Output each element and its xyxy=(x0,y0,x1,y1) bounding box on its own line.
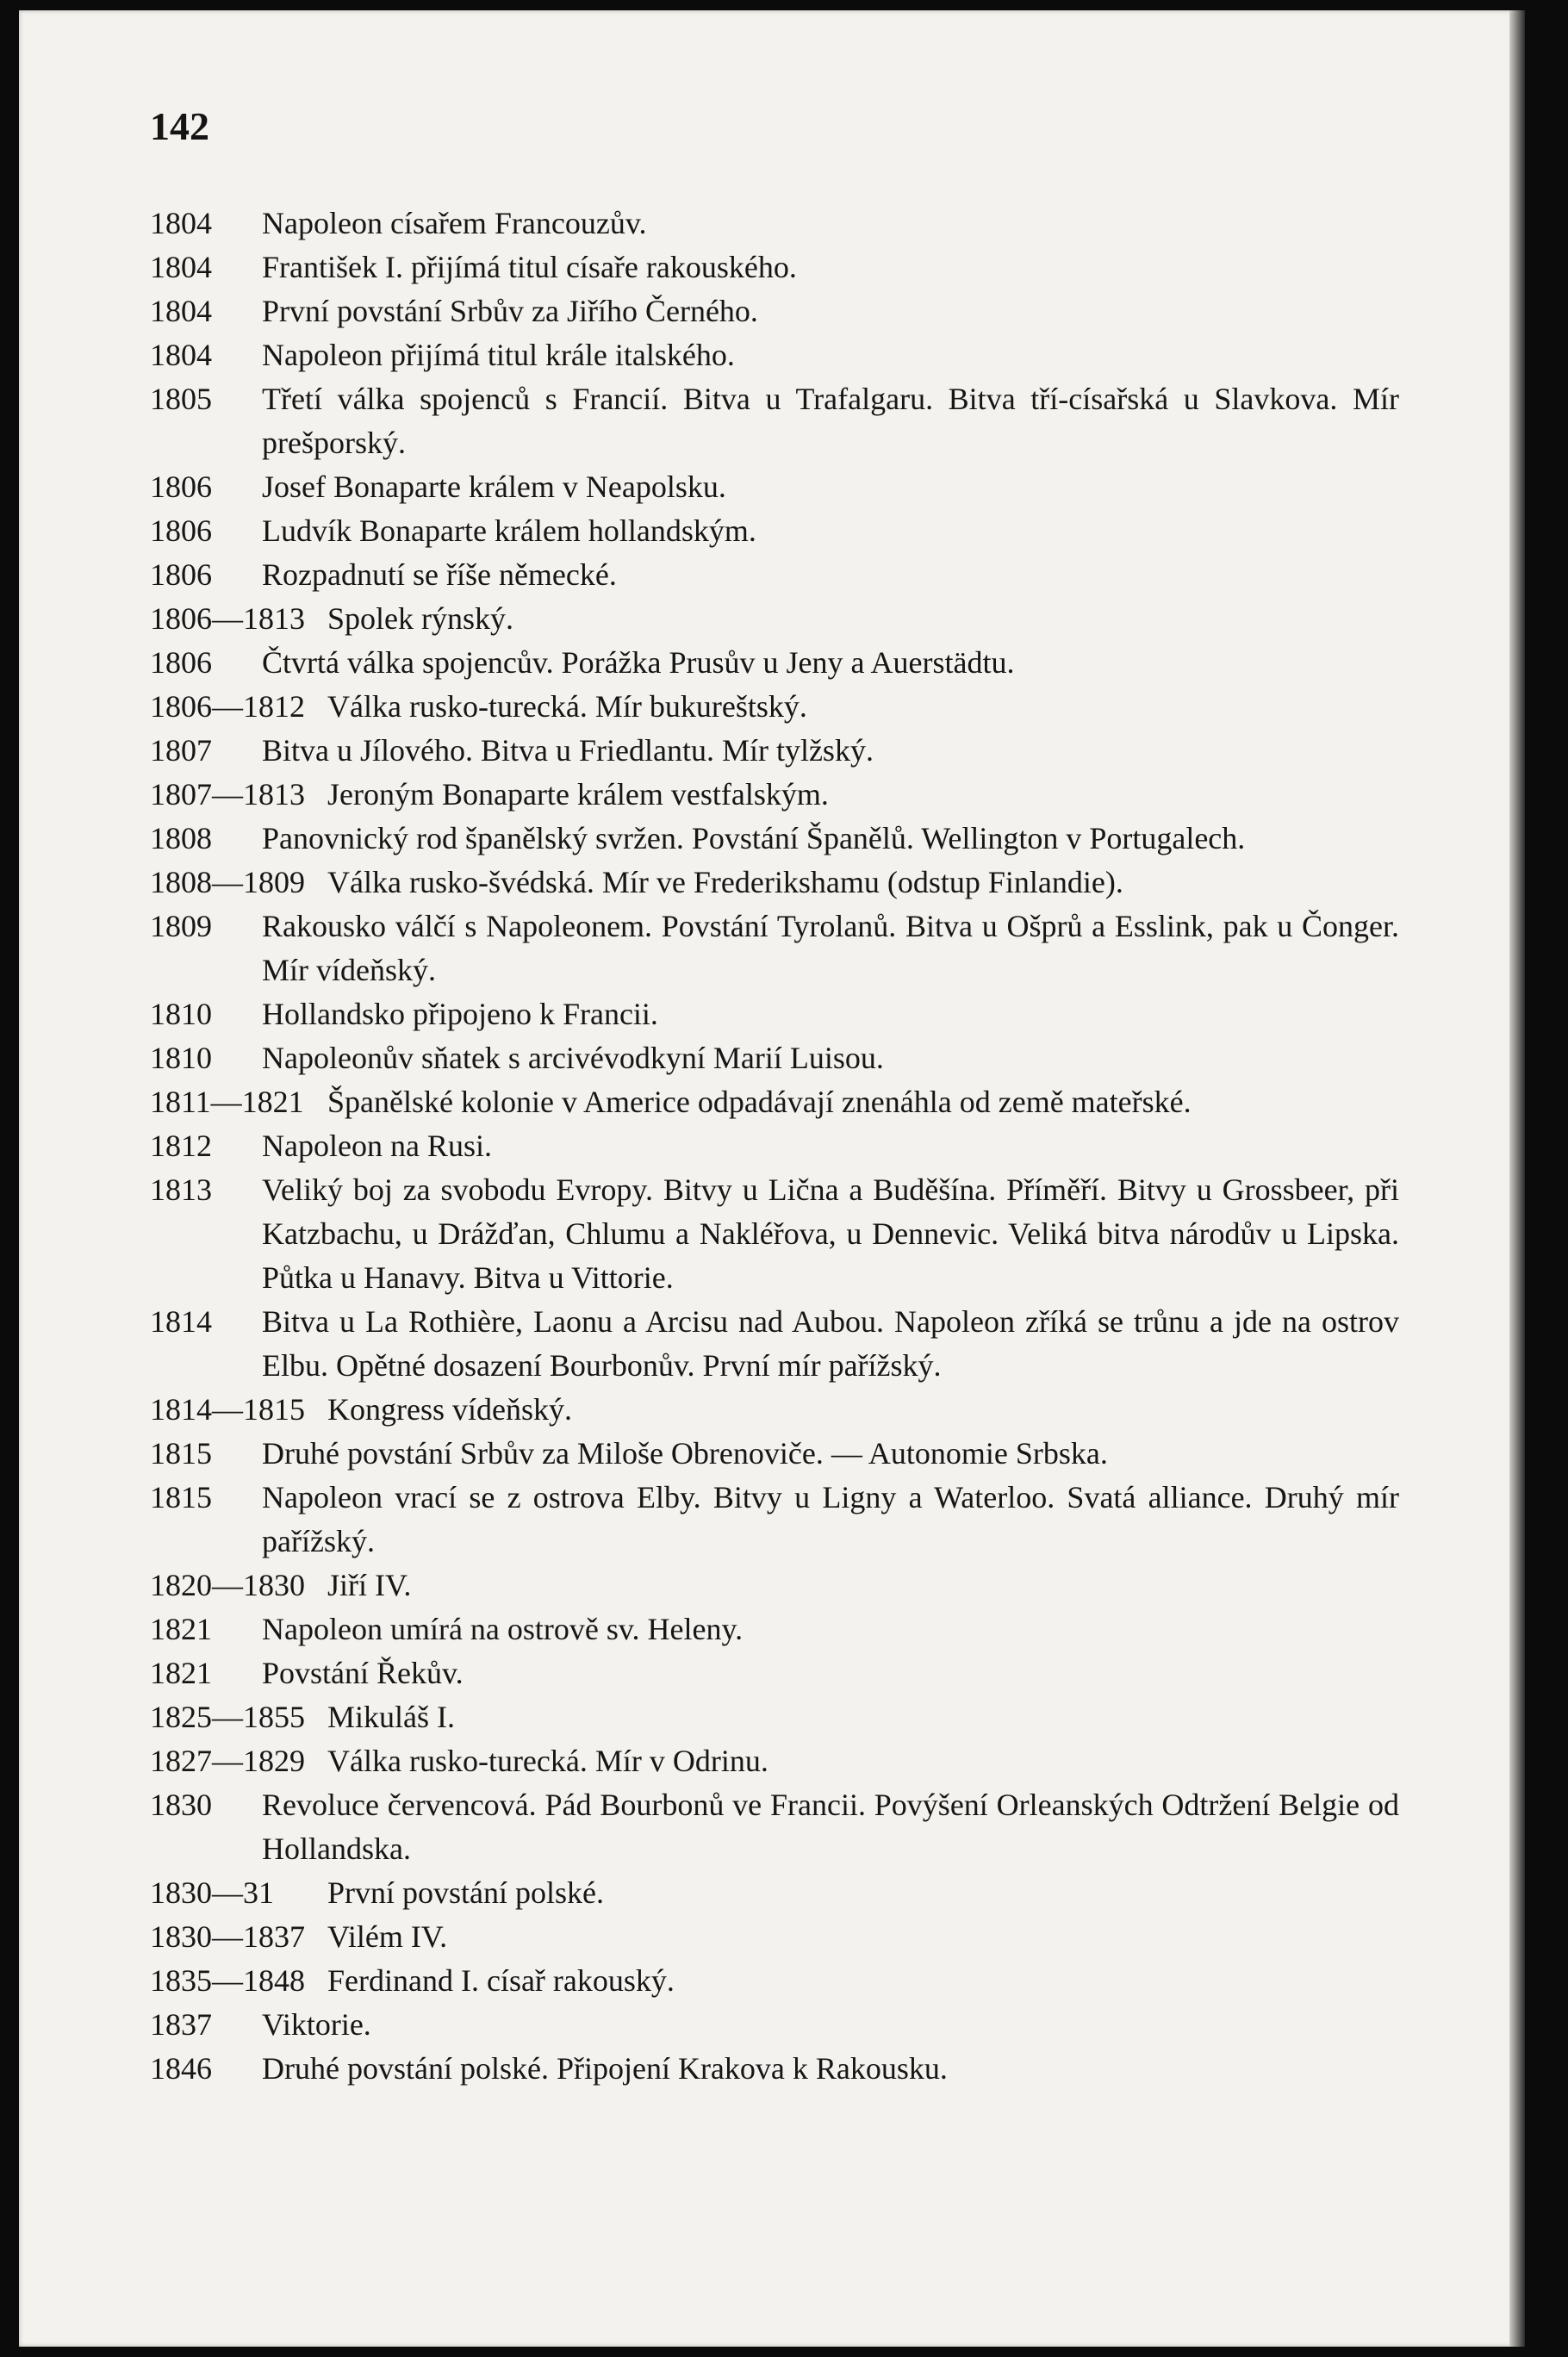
entry-text: Napoleon císařem Francouzův. xyxy=(262,206,647,240)
chronology-entry xyxy=(150,1476,1399,1564)
entry-year: 1806—1812 xyxy=(150,689,305,724)
entry-year: 1804 xyxy=(150,250,212,284)
entry-text: Druhé povstání polské. Připojení Krakova k Rakousku. xyxy=(262,2051,948,2086)
chronology-entry xyxy=(150,333,1399,377)
entry-text: Španělské kolonie v Americe odpadávají znenáhla od země mateřské. xyxy=(327,1085,1192,1119)
chronology-entry xyxy=(150,509,1399,553)
page-edge-shadow xyxy=(1509,10,1525,2347)
entry-text: Druhé povstání Srbův za Miloše Obrenoviče. — Autonomie Srbska. xyxy=(262,1436,1108,1471)
chronology-entry xyxy=(150,817,1399,861)
entry-year: 1830—1837 xyxy=(150,1919,305,1954)
entry-year: 1810 xyxy=(150,997,212,1031)
entry-text: Bitva u La Rothière, Laonu a Arcisu nad Aubou. Napoleon zříká se trůnu a jde na ostrov Elbu. Opětné dosazení Bourbonův. První mír pařížský. xyxy=(262,1304,1399,1383)
entry-text: Válka rusko-turecká. Mír v Odrinu. xyxy=(327,1744,768,1778)
entry-year: 1811—1821 xyxy=(150,1085,304,1119)
entry-text: Viktorie. xyxy=(262,2007,371,2042)
entry-text: Ludvík Bonaparte králem hollandským. xyxy=(262,513,756,548)
chronology-entry xyxy=(150,1783,1399,1871)
chronology-entry xyxy=(150,729,1399,773)
entry-text: Čtvrtá válka spojencův. Porážka Prusův u Jeny a Auerstädtu. xyxy=(262,645,1015,680)
chronology-entry xyxy=(150,2047,1399,2091)
entry-text: Vilém IV. xyxy=(327,1919,448,1954)
entry-year: 1812 xyxy=(150,1129,212,1163)
chronology-entry xyxy=(150,773,1399,817)
entry-year: 1837 xyxy=(150,2007,212,2042)
entry-year: 1846 xyxy=(150,2051,212,2086)
chronology-entry xyxy=(150,685,1399,729)
entry-text: Napoleon umírá na ostrově sv. Heleny. xyxy=(262,1612,744,1646)
chronology-entry xyxy=(150,1300,1399,1388)
entry-text: Rakousko válčí s Napoleonem. Povstání Tyrolanů. Bitva u Ošprů a Esslink, pak u Čonger. Mír vídeňský. xyxy=(262,909,1399,987)
entry-year: 1806 xyxy=(150,513,212,548)
entry-text: František I. přijímá titul císaře rakouského. xyxy=(262,250,797,284)
entry-text: Josef Bonaparte králem v Neapolsku. xyxy=(262,470,726,504)
entry-year: 1806 xyxy=(150,557,212,592)
entry-text: Povstání Řekův. xyxy=(262,1656,464,1690)
entry-text: Válka rusko-turecká. Mír bukureštský. xyxy=(327,689,807,724)
entry-year: 1814—1815 xyxy=(150,1392,305,1427)
chronology-entry xyxy=(150,1388,1399,1432)
entry-text: Napoleonův sňatek s arcivévodkyní Marií Luisou. xyxy=(262,1041,884,1075)
entry-text: První povstání polské. xyxy=(327,1875,604,1910)
chronology-entry xyxy=(150,2003,1399,2047)
entry-year: 1808—1809 xyxy=(150,865,305,899)
chronology-entry xyxy=(150,1871,1399,1915)
chronology-entry xyxy=(150,1564,1399,1608)
entry-text: První povstání Srbův za Jiřího Černého. xyxy=(262,294,758,328)
entry-text: Třetí válka spojenců s Francií. Bitva u Trafalgaru. Bitva tří-císařská u Slavkova. Mír prešporský. xyxy=(262,382,1399,460)
entry-year: 1807—1813 xyxy=(150,777,305,812)
entry-year: 1810 xyxy=(150,1041,212,1075)
entry-year: 1815 xyxy=(150,1436,212,1471)
entry-year: 1806 xyxy=(150,470,212,504)
chronology-entry xyxy=(150,1695,1399,1739)
chronology-entry xyxy=(150,377,1399,465)
entry-year: 1825—1855 xyxy=(150,1700,305,1734)
chronology-entry xyxy=(150,861,1399,905)
chronology-entry xyxy=(150,202,1399,246)
entry-text: Spolek rýnský. xyxy=(327,601,513,636)
chronology-entry xyxy=(150,905,1399,992)
entry-year: 1809 xyxy=(150,909,212,943)
book-page xyxy=(19,10,1525,2347)
entry-year: 1815 xyxy=(150,1480,212,1514)
entry-year: 1807 xyxy=(150,733,212,768)
entry-year: 1805 xyxy=(150,382,212,416)
entry-year: 1835—1848 xyxy=(150,1963,305,1998)
chronology-entry xyxy=(150,1651,1399,1695)
entry-text: Rozpadnutí se říše německé. xyxy=(262,557,617,592)
chronology-entry xyxy=(150,1432,1399,1476)
chronology-entry xyxy=(150,1124,1399,1168)
entry-text: Jeroným Bonaparte králem vestfalským. xyxy=(327,777,829,812)
entry-year: 1804 xyxy=(150,206,212,240)
chronology-entry xyxy=(150,1036,1399,1080)
entry-text: Panovnický rod španělský svržen. Povstání Španělů. Wellington v Portugalech. xyxy=(262,821,1246,855)
entry-year: 1804 xyxy=(150,338,212,372)
chronology-entry xyxy=(150,597,1399,641)
chronology-list xyxy=(150,202,1399,2091)
entry-text: Ferdinand I. císař rakouský. xyxy=(327,1963,675,1998)
entry-text: Napoleon na Rusi. xyxy=(262,1129,492,1163)
entry-year: 1804 xyxy=(150,294,212,328)
page-number: 142 xyxy=(150,104,209,148)
chronology-entry xyxy=(150,465,1399,509)
entry-text: Kongress vídeňský. xyxy=(327,1392,572,1427)
entry-text: Napoleon přijímá titul krále italského. xyxy=(262,338,735,372)
chronology-entry xyxy=(150,992,1399,1036)
entry-year: 1806 xyxy=(150,645,212,680)
entry-text: Jiří IV. xyxy=(327,1568,412,1602)
entry-text: Mikuláš I. xyxy=(327,1700,455,1734)
entry-year: 1830—31 xyxy=(150,1875,274,1910)
entry-year: 1821 xyxy=(150,1612,212,1646)
entry-year: 1827—1829 xyxy=(150,1744,305,1778)
entry-text: Revoluce červencová. Pád Bourbonů ve Francii. Povýšení Orleanských Odtržení Belgie od Hollandska. xyxy=(262,1788,1399,1866)
entry-year: 1821 xyxy=(150,1656,212,1690)
entry-year: 1808 xyxy=(150,821,212,855)
entry-year: 1830 xyxy=(150,1788,212,1822)
chronology-entry xyxy=(150,1959,1399,2003)
chronology-entry xyxy=(150,641,1399,685)
entry-text: Hollandsko připojeno k Francii. xyxy=(262,997,658,1031)
entry-text: Napoleon vrací se z ostrova Elby. Bitvy u Ligny a Waterloo. Svatá alliance. Druhý mír pařížský. xyxy=(262,1480,1399,1558)
entry-year: 1813 xyxy=(150,1172,212,1207)
chronology-entry xyxy=(150,1915,1399,1959)
chronology-entry xyxy=(150,553,1399,597)
entry-text: Veliký boj za svobodu Evropy. Bitvy u Lična a Buděšína. Příměří. Bitvy u Grossbeer, při Katzbachu, u Drážďan, Chlumu a Nakléřova, u Dennevic. Veliká bitva národův u Lipska. Půtka u Hanavy. Bitva u Vittorie. xyxy=(262,1172,1399,1295)
chronology-entry xyxy=(150,246,1399,289)
entry-year: 1814 xyxy=(150,1304,212,1339)
chronology-entry xyxy=(150,1739,1399,1783)
chronology-entry xyxy=(150,1608,1399,1651)
chronology-entry xyxy=(150,1080,1399,1124)
entry-text: Válka rusko-švédská. Mír ve Frederikshamu (odstup Finlandie). xyxy=(327,865,1123,899)
chronology-entry xyxy=(150,289,1399,333)
entry-year: 1806—1813 xyxy=(150,601,305,636)
entry-year: 1820—1830 xyxy=(150,1568,305,1602)
entry-text: Bitva u Jílového. Bitva u Friedlantu. Mír tylžský. xyxy=(262,733,874,768)
chronology-entry xyxy=(150,1168,1399,1300)
